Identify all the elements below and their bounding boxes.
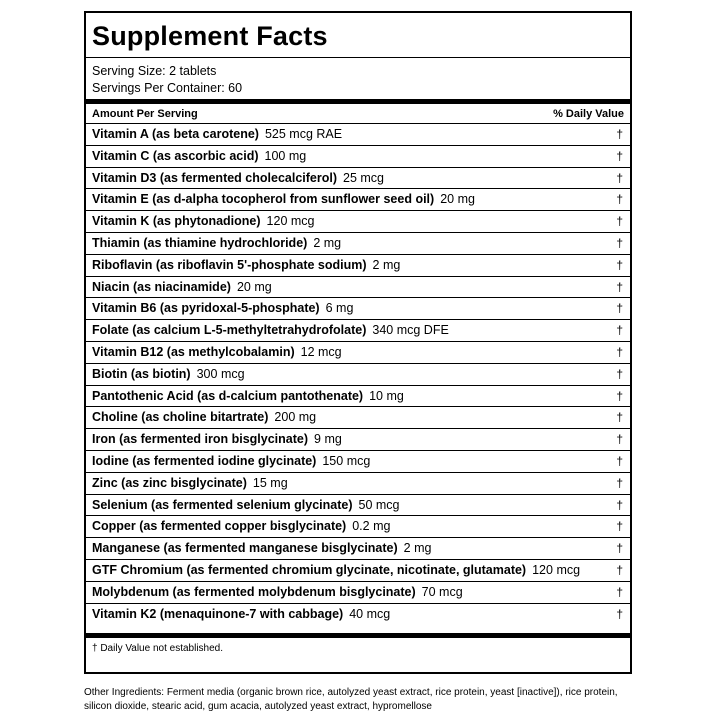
nutrient-row bbox=[86, 145, 630, 167]
nutrient-row bbox=[86, 537, 630, 559]
nutrient-row bbox=[86, 494, 630, 516]
nutrient-name: Riboflavin (as riboflavin 5'-phosphate sodium) bbox=[92, 257, 367, 272]
nutrient-amount: 15 mg bbox=[252, 475, 288, 490]
nutrient-row bbox=[86, 363, 630, 385]
nutrient-amount: 2 mg bbox=[372, 257, 401, 272]
nutrient-amount: 70 mcg bbox=[421, 584, 463, 599]
nutrient-row bbox=[86, 341, 630, 363]
serving-size: Serving Size: 2 tablets bbox=[92, 64, 217, 78]
nutrient-name: Vitamin B6 (as pyridoxal-5-phosphate) bbox=[92, 301, 320, 316]
nutrient-row bbox=[86, 232, 630, 254]
nutrient-name: Vitamin K (as phytonadione) bbox=[92, 214, 261, 229]
nutrient-row bbox=[86, 450, 630, 472]
daily-value-mark: † bbox=[616, 453, 623, 468]
daily-value-mark: † bbox=[616, 606, 623, 621]
daily-value-mark: † bbox=[616, 344, 623, 359]
nutrient-amount: 150 mcg bbox=[322, 453, 371, 468]
nutrient-row bbox=[86, 254, 630, 276]
nutrient-amount: 6 mg bbox=[325, 301, 354, 316]
daily-value-mark: † bbox=[616, 214, 623, 229]
nutrient-amount: 200 mg bbox=[274, 410, 317, 425]
nutrient-name: Choline (as choline bitartrate) bbox=[92, 410, 269, 425]
nutrient-row bbox=[86, 319, 630, 341]
nutrient-row bbox=[86, 210, 630, 232]
nutrient-row bbox=[86, 472, 630, 494]
nutrient-name: Zinc (as zinc bisglycinate) bbox=[92, 475, 247, 490]
daily-value-mark: † bbox=[616, 301, 623, 316]
nutrient-name: Copper (as fermented copper bisglycinate) bbox=[92, 519, 347, 534]
nutrient-name: Manganese (as fermented manganese bisglycinate) bbox=[92, 541, 398, 556]
nutrient-name: Vitamin A (as beta carotene) bbox=[92, 127, 259, 141]
nutrient-amount: 100 mg bbox=[264, 148, 307, 163]
nutrient-amount: 20 mg bbox=[440, 192, 475, 207]
nutrient-amount: 525 mcg RAE bbox=[264, 127, 343, 141]
nutrient-row bbox=[86, 515, 630, 537]
nutrient-amount: 120 mcg bbox=[266, 214, 315, 229]
other-ingredients: Other Ingredients: Ferment media (organic brown rice, autolyzed yeast extract, rice protein, yeast [inactive]), rice protein, silicon dioxide, stearic acid, gum acacia, autolyzed yeast extract, hypromellose bbox=[84, 687, 618, 712]
nutrient-name: Biotin (as biotin) bbox=[92, 366, 191, 381]
nutrient-name: Niacin (as niacinamide) bbox=[92, 279, 231, 294]
daily-value-mark: † bbox=[616, 410, 623, 425]
daily-value-mark: † bbox=[616, 519, 623, 534]
nutrient-name: Iron (as fermented iron bisglycinate) bbox=[92, 432, 309, 447]
nutrient-name: Pantothenic Acid (as d-calcium pantothenate) bbox=[92, 388, 364, 403]
nutrient-amount: 2 mg bbox=[313, 235, 342, 250]
nutrient-name: Vitamin E (as d-alpha tocopherol from sunflower seed oil) bbox=[92, 192, 435, 207]
nutrient-amount: 20 mg bbox=[236, 279, 272, 294]
daily-value-mark: † bbox=[616, 584, 623, 599]
daily-value-mark: † bbox=[616, 541, 623, 556]
daily-value-mark: † bbox=[616, 192, 623, 207]
daily-value-mark: † bbox=[616, 432, 623, 447]
nutrient-amount: 340 mcg DFE bbox=[372, 323, 449, 338]
daily-value-mark: † bbox=[616, 388, 623, 403]
nutrient-name: Thiamin (as thiamine hydrochloride) bbox=[92, 235, 308, 250]
nutrient-row bbox=[86, 385, 630, 407]
nutrient-name: GTF Chromium (as fermented chromium glycinate, nicotinate, glutamate) bbox=[92, 562, 527, 577]
daily-value-mark: † bbox=[616, 323, 623, 338]
nutrient-row bbox=[86, 603, 630, 625]
daily-value-mark: † bbox=[616, 279, 623, 294]
nutrient-amount: 10 mg bbox=[369, 388, 404, 403]
nutrient-name: Iodine (as fermented iodine glycinate) bbox=[92, 453, 317, 468]
daily-value-mark: † bbox=[616, 366, 623, 381]
nutrient-list bbox=[86, 123, 630, 624]
daily-value-mark: † bbox=[616, 170, 623, 185]
nutrient-amount: 120 mcg bbox=[532, 562, 581, 577]
daily-value-mark: † bbox=[616, 148, 623, 163]
daily-value-header: % Daily Value bbox=[553, 108, 624, 120]
nutrient-name: Selenium (as fermented selenium glycinate) bbox=[92, 497, 353, 512]
nutrient-row bbox=[86, 428, 630, 450]
nutrient-amount: 300 mcg bbox=[196, 366, 245, 381]
daily-value-mark: † bbox=[616, 497, 623, 512]
amount-per-serving-header: Amount Per Serving bbox=[92, 108, 198, 120]
nutrient-amount: 50 mcg bbox=[358, 497, 400, 512]
nutrient-amount: 12 mcg bbox=[300, 344, 342, 359]
daily-value-mark: † bbox=[616, 475, 623, 490]
supplement-facts-panel bbox=[84, 11, 632, 674]
nutrient-name: Folate (as calcium L-5-methyltetrahydrofolate) bbox=[92, 323, 367, 338]
nutrient-name: Vitamin C (as ascorbic acid) bbox=[92, 148, 259, 163]
nutrient-row bbox=[86, 188, 630, 210]
thick-divider-bottom bbox=[86, 633, 630, 638]
nutrient-row bbox=[86, 559, 630, 581]
nutrient-row bbox=[86, 581, 630, 603]
nutrient-amount: 0.2 mg bbox=[352, 519, 391, 534]
nutrient-name: Vitamin D3 (as fermented cholecalciferol) bbox=[92, 170, 337, 185]
daily-value-mark: † bbox=[616, 257, 623, 272]
nutrient-row bbox=[86, 123, 630, 145]
nutrient-amount: 2 mg bbox=[403, 541, 432, 556]
daily-value-mark: † bbox=[616, 127, 623, 141]
daily-value-mark: † bbox=[616, 235, 623, 250]
nutrient-row bbox=[86, 276, 630, 298]
nutrient-name: Vitamin B12 (as methylcobalamin) bbox=[92, 344, 295, 359]
title-divider bbox=[86, 57, 630, 58]
nutrient-row bbox=[86, 297, 630, 319]
nutrient-row bbox=[86, 406, 630, 428]
servings-per-container: Servings Per Container: 60 bbox=[92, 81, 243, 95]
nutrient-amount: 40 mcg bbox=[349, 606, 391, 621]
nutrient-name: Molybdenum (as fermented molybdenum bisglycinate) bbox=[92, 584, 416, 599]
nutrient-amount: 25 mcg bbox=[343, 170, 384, 185]
nutrient-amount: 9 mg bbox=[314, 432, 342, 447]
thick-divider-top bbox=[86, 99, 630, 104]
daily-value-mark: † bbox=[616, 562, 623, 577]
nutrient-row bbox=[86, 167, 630, 189]
panel-title: Supplement Facts bbox=[92, 21, 328, 51]
nutrient-name: Vitamin K2 (menaquinone-7 with cabbage) bbox=[92, 606, 344, 621]
footnote: † Daily Value not established. bbox=[92, 643, 224, 654]
